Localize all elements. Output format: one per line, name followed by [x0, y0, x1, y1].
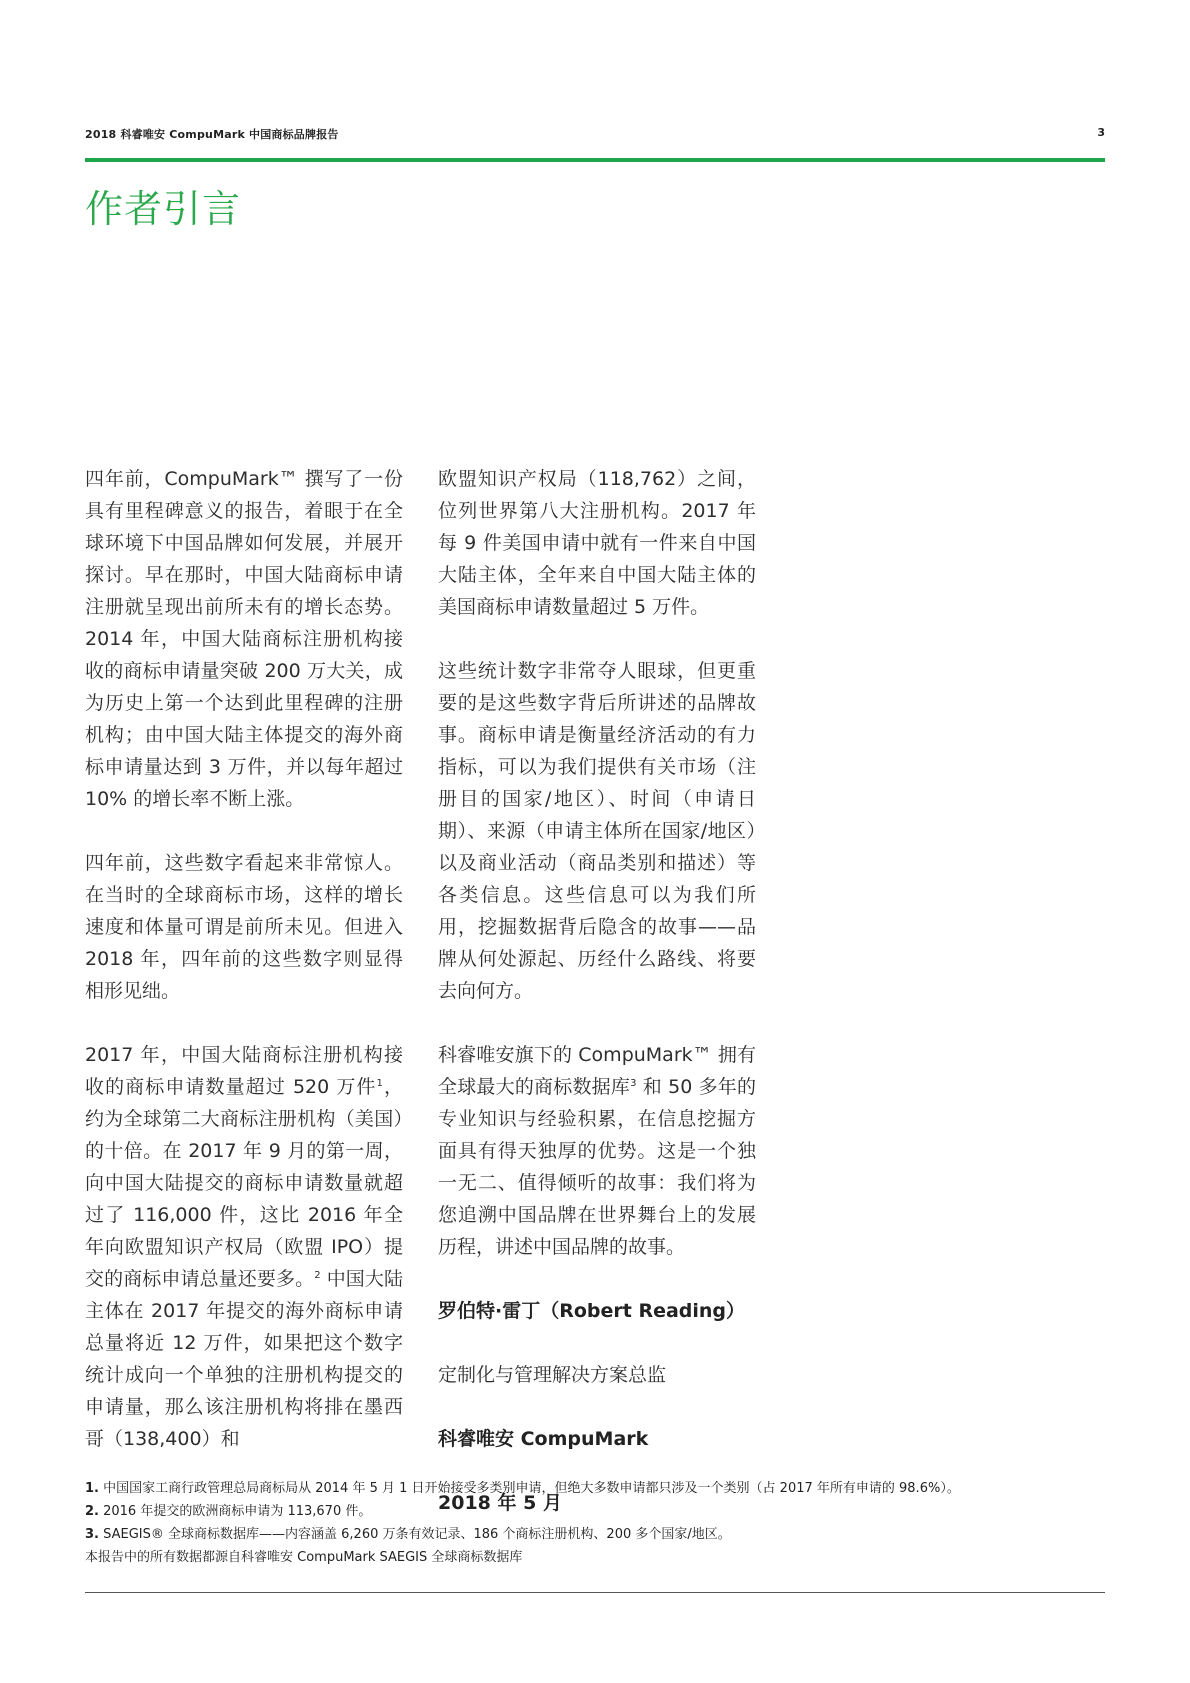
paragraph-text: 和 50 多年的专业知识与经验积累，在信息挖掘方面具有得天独厚的优势。这是一个独一无二、值得倾听的故事：我们将为您追溯中国品牌在世界舞台上的发展历程，讲述中国品牌的故事。	[438, 1076, 756, 1258]
footer-divider	[85, 1592, 1105, 1593]
footnote-ref: 1	[376, 1078, 383, 1089]
footnote-text: 中国国家工商行政管理总局商标局从 2014 年 5 月 1 日开始接受多类别申请，但绝大多数申请都只涉及一个类别（占 2017 年所有申请的 98.6%）。	[98, 1481, 960, 1496]
paragraph: 四年前，这些数字看起来非常惊人。在当时的全球商标市场，这样的增长速度和体量可谓是前所未见。但进入 2018 年，四年前的这些数字则显得相形见绌。	[85, 852, 403, 1002]
header-divider	[85, 158, 1105, 162]
footnote-number: 1.	[85, 1481, 99, 1496]
right-text-column	[438, 463, 756, 1551]
data-source-note: 本报告中的所有数据都源自科睿唯安 CompuMark SAEGIS 全球商标数据库	[85, 1550, 523, 1565]
footnote-text: SAEGIS® 全球商标数据库——内容涵盖 6,260 万条有效记录、186 个商标注册机构、200 多个国家/地区。	[98, 1527, 731, 1542]
paragraph: 这些统计数字非常夺人眼球，但更重要的是这些数字背后所讲述的品牌故事。商标申请是衡量经济活动的有力指标，可以为我们提供有关市场（注册目的国家/地区）、时间（申请日期）、来源（申请主体所在国家/地区）以及商业活动（商品类别和描述）等各类信息。这些信息可以为我们所用，挖掘数据背后隐含的故事——品牌从何处源起、历经什么路线、将要去向何方。	[438, 660, 756, 1002]
footnote-ref: 2	[314, 1270, 321, 1281]
footnote-text: 2016 年提交的欧洲商标申请为 113,670 件。	[98, 1504, 372, 1519]
paragraph-text: 科睿唯安旗下的 CompuMark™ 拥有全球最大的商标数据库	[438, 1044, 756, 1098]
signature-date: 2018 年 5 月	[438, 1492, 562, 1514]
footnote	[85, 1477, 960, 1500]
author-name: 罗伯特·雷丁（Robert Reading）	[438, 1300, 746, 1322]
paragraph-text: 2017 年，中国大陆商标注册机构接收的商标申请数量超过 520 万件	[85, 1044, 403, 1098]
footnote-number: 3.	[85, 1527, 99, 1542]
report-header-title: 2018 科睿唯安 CompuMark 中国商标品牌报告	[85, 128, 339, 141]
footnote	[85, 1523, 960, 1546]
footnote	[85, 1500, 960, 1523]
paragraph: 四年前，CompuMark™ 撰写了一份具有里程碑意义的报告，着眼于在全球环境下中国品牌如何发展，并展开探讨。早在那时，中国大陆商标申请注册就呈现出前所未有的增长态势。2014 年，中国大陆商标注册机构接收的商标申请量突破 200 万大关，成为历史上第一个达到此里程碑的注册机构；由中国大陆主体提交的海外商标申请量达到 3 万件，并以每年超过 10% 的增长率不断上涨。	[85, 468, 403, 810]
footnote-ref: 3	[630, 1078, 637, 1089]
paragraph	[438, 1039, 756, 1263]
paragraph: 欧盟知识产权局（118,762）之间，位列世界第八大注册机构。2017 年每 9 件美国申请中就有一件来自中国大陆主体，全年来自中国大陆主体的美国商标申请数量超过 5 万件。	[438, 468, 756, 618]
page-number: 3	[1097, 126, 1105, 139]
footnotes	[85, 1477, 960, 1569]
paragraph	[85, 1039, 403, 1455]
section-title: 作者引言	[85, 187, 242, 231]
paragraph-text: ，约为全球第二大商标注册机构（美国）的十倍。在 2017 年 9 月的第一周，向中国大陆提交的商标申请数量就超过了 116,000 件，这比 2016 年全年向欧盟知识产权局（欧盟 IPO）提交的商标申请总量还要多。	[85, 1076, 403, 1290]
paragraph-text: 中国大陆主体在 2017 年提交的海外商标申请总量将近 12 万件，如果把这个数字统计成向一个单独的注册机构提交的申请量，那么该注册机构将排在墨西哥（138,400）和	[85, 1268, 403, 1450]
author-role: 定制化与管理解决方案总监	[438, 1364, 667, 1386]
left-text-column	[85, 463, 403, 1455]
author-company: 科睿唯安 CompuMark	[438, 1428, 649, 1450]
footnote-number: 2.	[85, 1504, 99, 1519]
